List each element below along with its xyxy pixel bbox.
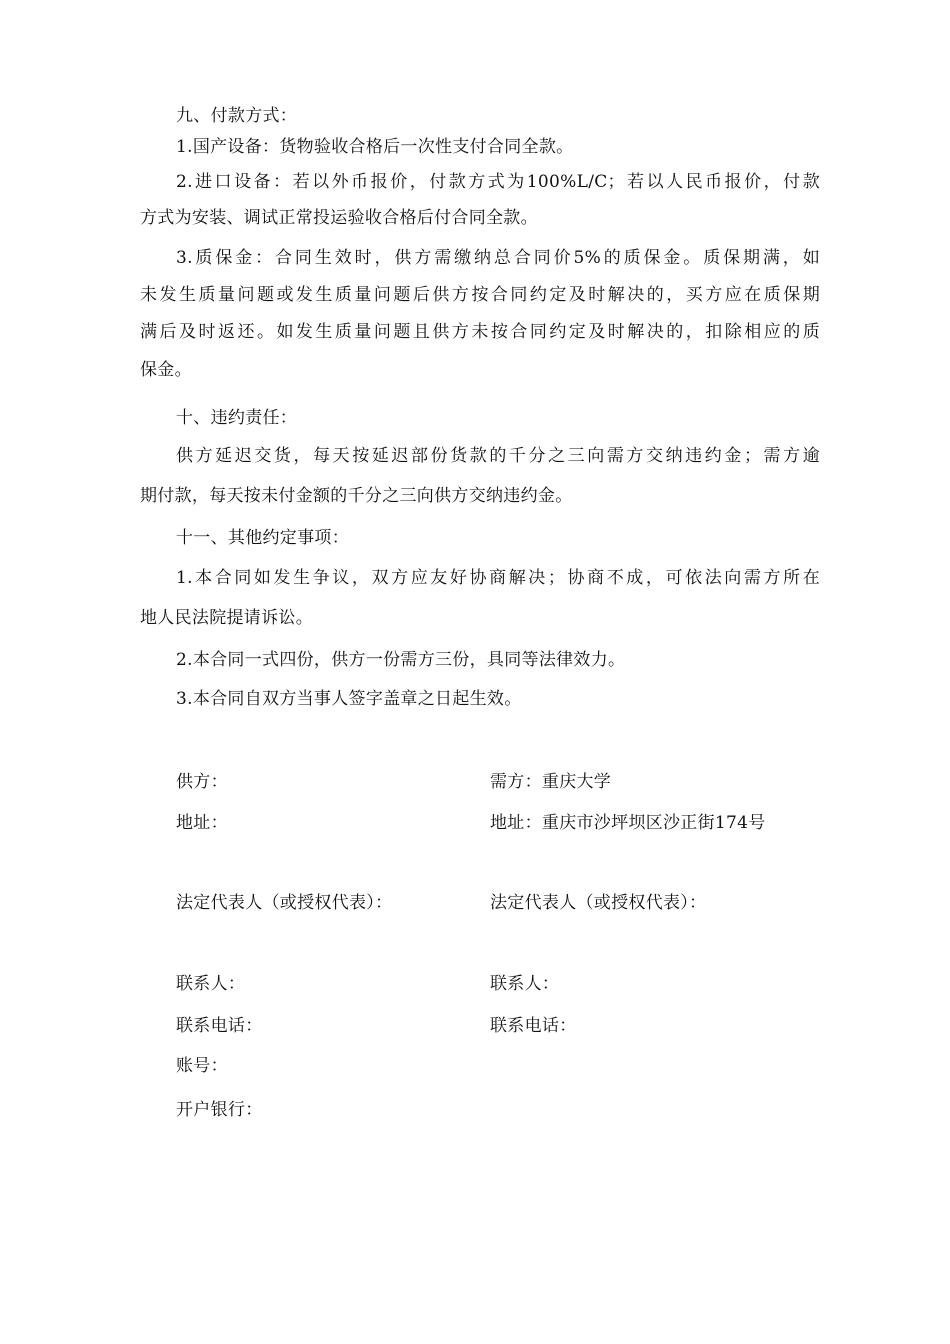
supplier-account: 账号： (176, 1056, 228, 1076)
other-item-1-line-1: 1.本合同如发生争议，双方应友好协商解决；协商不成，可依法向需方所在 (176, 568, 820, 588)
other-item-2: 2.本合同一式四份，供方一份需方三份，具同等法律效力。 (176, 650, 626, 670)
payment-item-1: 1.国产设备：货物验收合格后一次性支付合同全款。 (176, 137, 574, 157)
liability-heading: 十、违约责任： (176, 408, 298, 428)
buyer-address: 地址：重庆市沙坪坝区沙正街174号 (490, 813, 766, 833)
payment-item-3-line-3: 满后及时返还。如发生质量问题且供方未按合同约定及时解决的，扣除相应的质 (140, 322, 820, 342)
other-heading: 十一、其他约定事项： (176, 528, 349, 548)
payment-item-2-line-2: 方式为安装、调试正常投运验收合格后付合同全款。 (140, 208, 538, 228)
supplier-representative: 法定代表人（或授权代表）： (176, 893, 393, 913)
other-item-3: 3.本合同自双方当事人签字盖章之日起生效。 (176, 689, 522, 709)
liability-text-line-2: 期付款，每天按未付金额的千分之三向供方交纳违约金。 (140, 486, 573, 506)
payment-item-3-line-2: 未发生质量问题或发生质量问题后供方按合同约定及时解决的，买方应在质保期 (140, 285, 820, 305)
supplier-bank: 开户银行： (176, 1100, 263, 1120)
liability-text-line-1: 供方延迟交货，每天按延迟部份货款的千分之三向需方交纳违约金；需方逾 (176, 446, 820, 466)
buyer-party: 需方：重庆大学 (490, 772, 612, 792)
buyer-phone: 联系电话： (490, 1016, 577, 1036)
payment-item-2-line-1: 2.进口设备：若以外币报价，付款方式为100%L/C；若以人民币报价，付款 (176, 172, 820, 192)
payment-item-3-line-4: 保金。 (140, 360, 192, 380)
payment-item-3-line-1: 3.质保金：合同生效时，供方需缴纳总合同价5%的质保金。质保期满，如 (176, 248, 820, 268)
supplier-phone: 联系电话： (176, 1016, 263, 1036)
buyer-contact: 联系人： (490, 974, 560, 994)
supplier-contact: 联系人： (176, 974, 246, 994)
payment-heading: 九、付款方式： (176, 106, 298, 126)
supplier-party: 供方： (176, 772, 228, 792)
buyer-representative: 法定代表人（或授权代表）： (490, 893, 707, 913)
other-item-1-line-2: 地人民法院提请诉讼。 (140, 608, 313, 628)
supplier-address: 地址： (176, 813, 228, 833)
